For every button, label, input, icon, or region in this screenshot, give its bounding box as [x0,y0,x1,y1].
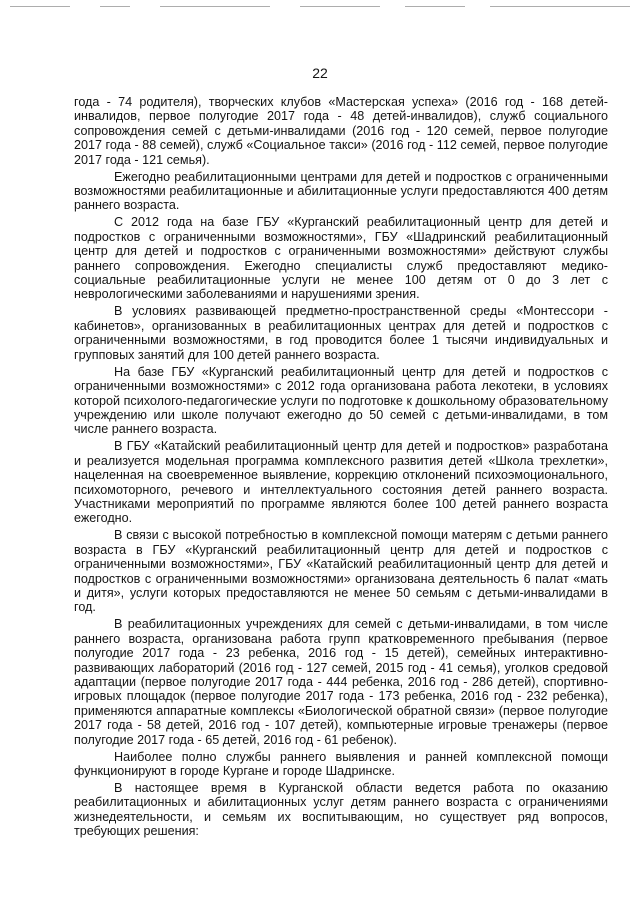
paragraph: На базе ГБУ «Курганский реабилитационный центр для детей и подростков с ограниченными возможностями» с 2012 года организована работа лекотеки, в условиях которой психолого-педагогические услуги по подготовке к дошкольному образовательному учреждению или школе получают ежегодно до 50 семей с детьми-инвалидами, в том числе раннего возраста. [74,364,608,437]
paragraph: В условиях развивающей предметно-пространственной среды «Монтессори - кабинетов», организованных в реабилитационных центрах для детей и подростков с ограниченными возможностями, в год проводится более 1 тысячи индивидуальных и групповых занятий для 100 детей раннего возраста. [74,304,608,362]
paragraph: Ежегодно реабилитационными центрами для детей и подростков с ограниченными возможностями реабилитационные и абилитационные услуги предоставляются 400 детям раннего возраста. [74,169,608,213]
paragraph: С 2012 года на базе ГБУ «Курганский реабилитационный центр для детей и подростков с ограниченными возможностями», ГБУ «Шадринский реабилитационный центр для детей и подростков с ограниченными возможностями» действуют службы раннего сопровождения. Ежегодно специалисты служб предоставляют медико-социальные реабилитационные услуги не менее 100 детям от 0 до 3 лет с неврологическими заболеваниями и нарушениями зрения. [74,215,608,302]
paragraph: Наиболее полно службы раннего выявления и ранней комплексной помощи функционируют в городе Кургане и городе Шадринске. [74,749,608,779]
paragraph: В ГБУ «Катайский реабилитационный центр для детей и подростков» разработана и реализуется модельная программа комплексного развития детей «Школа трехлетки», нацеленная на своевременное выявление, коррекцию отклонений психоэмоционального, психомоторного, речевого и интеллектуального состояния детей раннего возраста. Участниками мероприятий по программе являются более 100 детей раннего возраста ежегодно. [74,439,608,526]
document-body [74,95,608,839]
paragraph: года - 74 родителя), творческих клубов «Мастерская успеха» (2016 год - 168 детей-инвалидов, первое полугодие 2017 года - 48 детей-инвалидов), служб социального сопровождения семей с детьми-инвалидами (2016 год - 120 семей, первое полугодие 2017 года - 88 семей), служб «Социальное такси» (2016 год - 112 семей, первое полугодие 2017 года - 121 семья). [74,95,608,167]
paragraph: В связи с высокой потребностью в комплексной помощи матерям с детьми раннего возраста в ГБУ «Курганский реабилитационный центр для детей и подростков с ограниченными возможностями», ГБУ «Катайский реабилитационный центр для детей и подростков с ограниченными возможностями» организована деятельность 6 палат «мать и дитя», услуги которых предоставляются не менее 50 семьям с детьми-инвалидами в год. [74,528,608,615]
scan-artifact-top-edge [10,4,630,10]
paragraph: В реабилитационных учреждениях для семей с детьми-инвалидами, в том числе раннего возраста, организована работа групп кратковременного пребывания (первое полугодие 2017 года - 23 ребенка, 2016 год - 15 детей), семейных интерактивно-развивающих лабораторий (2016 год - 127 семей, 2015 год - 41 семья), уголков средовой адаптации (первое полугодие 2017 года - 444 ребенка, 2016 год - 286 детей), спортивно-игровых площадок (первое полугодие 2017 года - 173 ребенка, 2016 год - 232 ребенка), применяются аппаратные комплексы «Биологической обратной связи» (первое полугодие 2017 года - 58 детей, 2016 год - 107 детей), компьютерные игровые тренажеры (первое полугодие 2017 года - 65 детей, 2016 год - 61 ребенок). [74,617,608,747]
paragraph: В настоящее время в Курганской области ведется работа по оказанию реабилитационных и абилитационных услуг детям раннего возраста с ограничениями жизнедеятельности, и семьям их воспитывающим, но существует ряд вопросов, требующих решения: [74,781,608,839]
page-number: 22 [312,65,328,81]
